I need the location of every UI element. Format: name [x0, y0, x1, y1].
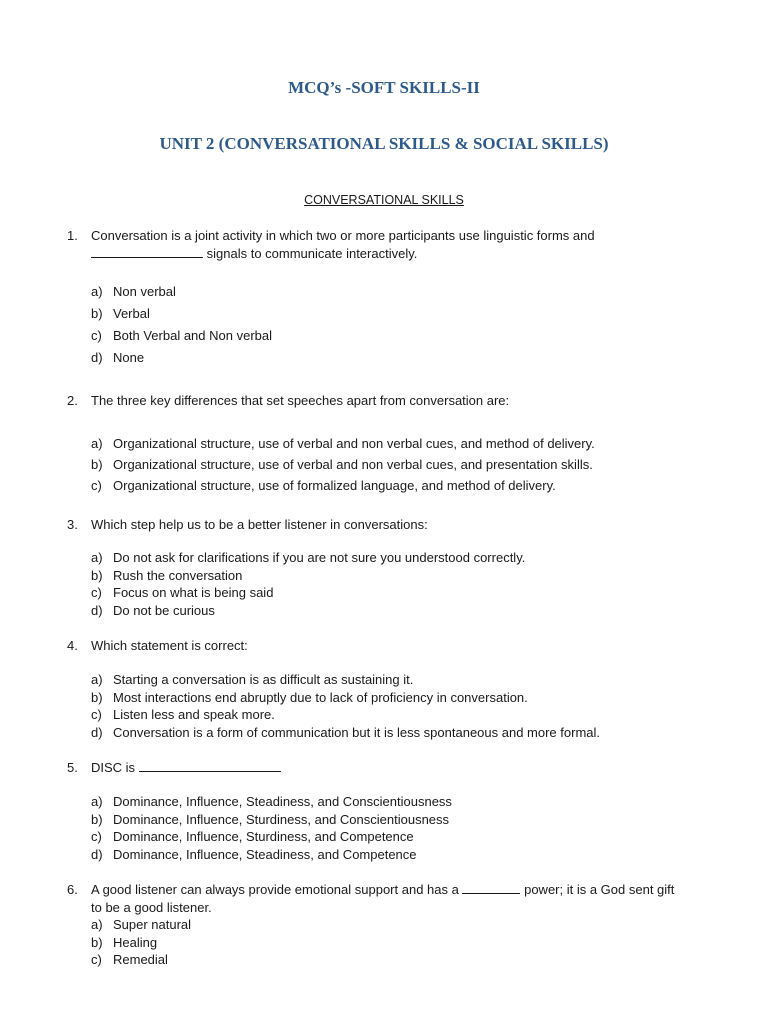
question-text: The three key differences that set speeches apart from conversation are: [91, 393, 510, 408]
option-text: Organizational structure, use of verbal and non verbal cues, and method of delivery. [113, 436, 595, 451]
option-text: Organizational structure, use of formalized language, and method of delivery. [113, 478, 556, 493]
question-4-options [91, 671, 711, 741]
answer-blank [462, 881, 520, 894]
option-text: Both Verbal and Non verbal [113, 328, 272, 343]
option-c [91, 325, 711, 347]
option-a [91, 916, 711, 934]
option-label: b) [91, 457, 103, 472]
option-b [91, 934, 711, 952]
question-number: 3. [67, 517, 78, 532]
option-label: a) [91, 794, 103, 809]
option-label: d) [91, 846, 103, 862]
option-d [91, 602, 711, 620]
question-number: 1. [67, 228, 78, 243]
option-a [91, 549, 711, 567]
option-text: Super natural [113, 917, 192, 932]
option-text: None [113, 350, 145, 365]
option-d [91, 724, 711, 742]
option-text: Non verbal [113, 284, 176, 299]
option-label: c) [91, 707, 102, 722]
option-label: d) [91, 350, 103, 365]
option-text: Rush the conversation [113, 567, 243, 583]
question-3-options [91, 549, 711, 619]
option-b [91, 567, 711, 585]
question-text: Which step help us to be a better listener in conversations: [91, 517, 428, 532]
question-6-options [91, 916, 711, 969]
question-text-continued: power; it is a God sent gift [524, 882, 675, 897]
question-1-options [91, 281, 711, 369]
question-1 [67, 227, 717, 263]
unit-title: UNIT 2 (CONVERSATIONAL SKILLS & SOCIAL SKILLS) [159, 134, 609, 153]
option-c [91, 475, 711, 496]
option-d [91, 347, 711, 369]
option-a [91, 281, 711, 303]
option-label: d) [91, 602, 103, 618]
option-label: c) [91, 829, 102, 844]
question-text-line-2: to be a good listener. [91, 900, 212, 915]
option-label: a) [91, 436, 103, 451]
answer-blank [91, 245, 203, 258]
option-b [91, 689, 711, 707]
question-6 [67, 881, 717, 917]
option-label: c) [91, 952, 102, 967]
option-c [91, 951, 711, 969]
option-c [91, 828, 711, 846]
question-2 [67, 392, 717, 410]
option-text: Dominance, Influence, Steadiness, and Conscientiousness [113, 794, 452, 809]
option-text: Do not ask for clarifications if you are not sure you understood correctly. [113, 550, 526, 565]
option-label: b) [91, 689, 103, 705]
question-number: 4. [67, 638, 78, 653]
option-text: Verbal [113, 306, 150, 321]
option-text: Most interactions end abruptly due to lack of proficiency in conversation. [113, 689, 528, 705]
option-b [91, 811, 711, 829]
option-text: Dominance, Influence, Sturdiness, and Competence [113, 829, 414, 844]
option-text: Remedial [113, 952, 168, 967]
option-label: b) [91, 934, 103, 950]
question-2-options [91, 433, 711, 496]
question-number: 2. [67, 393, 78, 408]
option-text: Focus on what is being said [113, 585, 274, 600]
section-title: CONVERSATIONAL SKILLS [304, 193, 464, 207]
option-c [91, 706, 711, 724]
question-text: Conversation is a joint activity in which two or more participants use linguistic forms and [91, 228, 595, 243]
option-a [91, 793, 711, 811]
option-a [91, 671, 711, 689]
option-b [91, 454, 711, 475]
page-title: MCQ’s -SOFT SKILLS-II [288, 78, 480, 97]
option-text: Starting a conversation is as difficult as sustaining it. [113, 672, 414, 687]
question-number: 5. [67, 760, 78, 775]
option-label: d) [91, 724, 103, 740]
question-number: 6. [67, 882, 78, 897]
option-a [91, 433, 711, 454]
question-text: DISC is [91, 760, 136, 775]
question-3 [67, 516, 717, 534]
option-b [91, 303, 711, 325]
option-d [91, 846, 711, 864]
option-label: b) [91, 567, 103, 583]
option-label: a) [91, 284, 103, 299]
question-text: Which statement is correct: [91, 638, 248, 653]
option-label: a) [91, 917, 103, 932]
option-label: b) [91, 811, 103, 827]
question-text: A good listener can always provide emotional support and has a [91, 882, 459, 897]
option-text: Dominance, Influence, Sturdiness, and Conscientiousness [113, 811, 450, 827]
option-text: Listen less and speak more. [113, 707, 275, 722]
option-label: c) [91, 585, 102, 600]
option-text: Healing [113, 934, 158, 950]
question-5-options [91, 793, 711, 863]
question-5 [67, 759, 717, 777]
option-text: Conversation is a form of communication but it is less spontaneous and more formal. [113, 724, 601, 740]
answer-blank [139, 759, 281, 772]
option-c [91, 584, 711, 602]
option-text: Organizational structure, use of verbal and non verbal cues, and presentation skills. [113, 457, 593, 472]
option-label: c) [91, 478, 102, 493]
question-4 [67, 637, 717, 655]
option-label: b) [91, 306, 103, 321]
option-text: Dominance, Influence, Steadiness, and Competence [113, 846, 417, 862]
option-label: c) [91, 328, 102, 343]
option-label: a) [91, 550, 103, 565]
question-text-continued: signals to communicate interactively. [206, 246, 418, 261]
option-label: a) [91, 672, 103, 687]
option-text: Do not be curious [113, 602, 215, 618]
